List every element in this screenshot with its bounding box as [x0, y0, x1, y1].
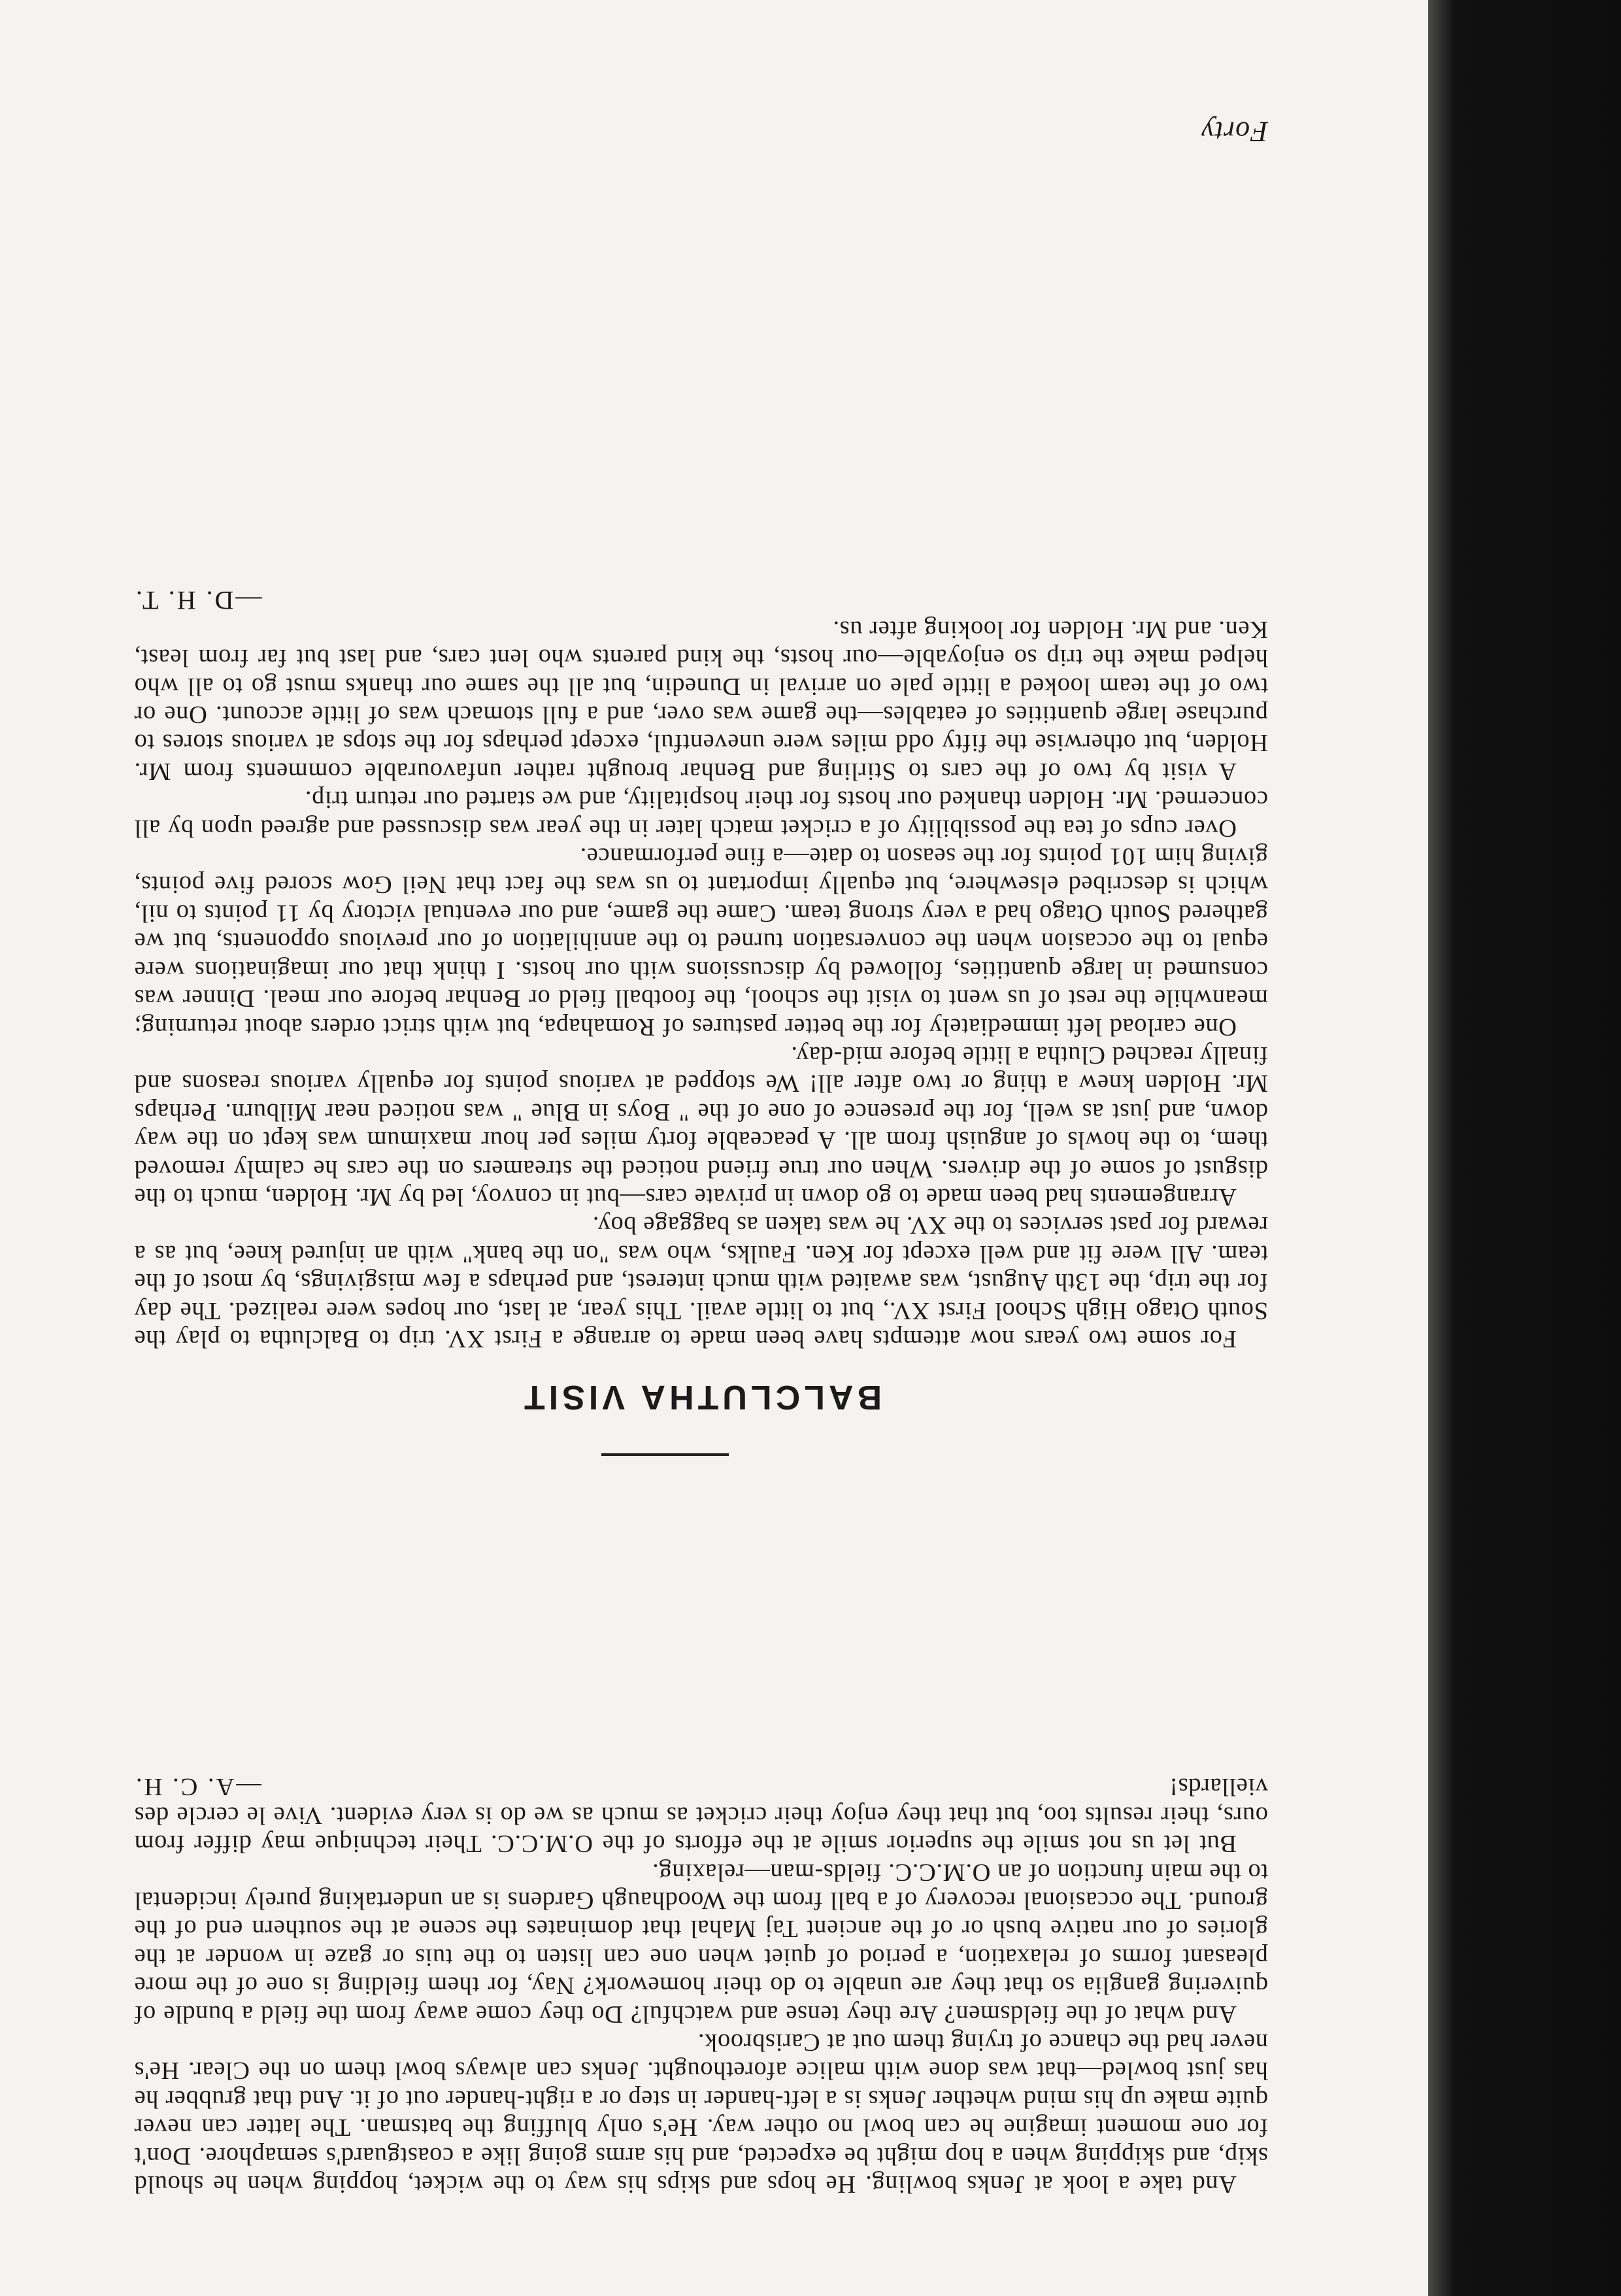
balclutha-article	[134, 586, 1268, 1417]
cricket-article	[134, 1772, 1268, 2198]
article-paragraph: Arrangements had been made to go down in private cars—but in convoy, led by Mr. Holden, much to the disgust of some of the drivers. When our true friend noticed the streamers on the cars he calmly removed them, to the howls of anguish from all. A peaceable forty miles per hour maximum was kept on the way down, and just as well, for the presence of one of the " Boys in Blue " was noticed near Milburn. Perhaps Mr. Holden knew a thing or two after all! We stopped at various points for equally various reasons and finally reached Clutha a little before mid-day.	[134, 1041, 1268, 1211]
article-paragraph	[134, 1772, 1268, 1857]
article-paragraph: A visit by two of the cars to Stirling and Benhar brought rather unfavourable comments from Mr. Holden, but otherwise the fifty odd miles were uneventful, except perhaps for the stops at various stores to purchase large quantities of eatables—the game was over, and a full stomach was of little account. One or two of the team looked a little pale on arrival in Dunedin, but all the same our thanks must go to all who helped make the trip so enjoyable—our hosts, the kind parents who lent cars, and last but far from least, Ken. and Mr. Holden for looking after us.	[134, 615, 1268, 785]
article-paragraph: One carload left immediately for the better pastures of Romahapa, but with strict orders about returning; meanwhile the rest of us went to visit the school, the football field or Benhar before our meal. Dinner was consumed in large quantities, followed by discussions with our hosts. I think that our imaginations were equal to the occasion when the conversation turned to the annihilation of our previous opponents, but we gathered South Otago had a very strong team. Came the game, and our eventual victory by 11 points to nil, which is described elsewhere, but equally important to us was the fact that Neil Gow scored five points, giving him 101 points for the season to date—a fine performance.	[134, 843, 1268, 1041]
section-divider	[601, 1453, 729, 1456]
article-paragraph: And take a look at Jenks bowling. He hops and skips his way to the wicket, hopping when he should skip, and skipping when a hop might be expected, and his arms going like a coastguard's semaphore. Don't for one moment imagine he can bowl no other way. He's only bluffing the batsman. The latter can never quite make up his mind whether Jenks is a left-hander in step or a right-hander out of it. And that grubber he has just bowled—that was done with malice aforethought. Jenks can always bowl them on the Clear. He's never had the chance of trying them out at Carisbrook.	[134, 2028, 1268, 2198]
author-signature: —A. C. H.	[134, 1773, 261, 1801]
article-paragraph-text: But let us not smile the superior smile at the efforts of the O.M.C.C. Their technique may differ from ours, their results too, but that they enjoy their cricket as much as we do is very evident. Vive le cercle des viellards!	[134, 1773, 1268, 1858]
article-paragraph: Over cups of tea the possibility of a cricket match later in the year was discussed and agreed upon by all concerned. Mr. Holden thanked our hosts for their hospitality, and we started our return trip.	[134, 786, 1268, 842]
article-paragraph: And what of the fieldsmen? Are they tense and watchful? Do they come away from the field a bundle of quivering ganglia so that they are unable to do their homework? Nay, for them fielding is one of the more pleasant forms of relaxation, a period of quiet when one can listen to the tuis or gaze in wonder at the glories of our native bush or of the ancient Taj Mahal that dominates the scene at the southern end of the ground. The occasional recovery of a ball from the Woodhaugh Gardens is an undertaking purely incidental to the main function of an O.M.C.C. fields-man—relaxing.	[134, 1858, 1268, 2028]
page-number: Forty	[1201, 116, 1268, 148]
article-paragraph: For some two years now attempts have been made to arrange a First XV. trip to Balclutha to play the South Otago High School First XV., but to little avail. This year, at last, our hopes were realized. The day for the trip, the 13th August, was awaited with much interest, and perhaps a few misgivings, by most of the team. All were fit and well except for Ken. Faulks, who was "on the bank" with an injured knee, but as a reward for past services to the XV. he was taken as baggage boy.	[134, 1211, 1268, 1353]
scan-edge	[1428, 0, 1621, 2296]
article-heading: BALCLUTHA VISIT	[520, 1378, 882, 1416]
author-signature: —D. H. T.	[134, 586, 262, 616]
